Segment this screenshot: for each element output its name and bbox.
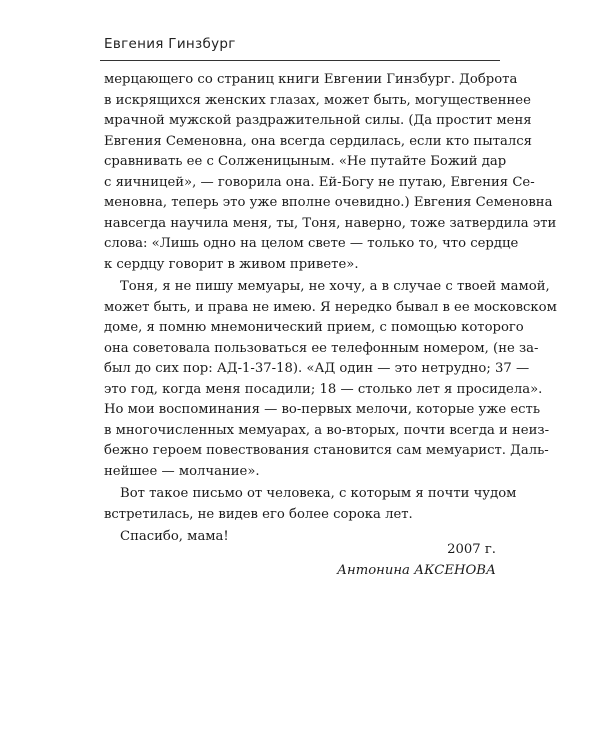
signoff-year: 2007 г. <box>447 542 496 557</box>
text-line: это год, когда меня посадили; 18 — столько лет я просидела». <box>104 381 543 397</box>
text-line: мерцающего со страниц книги Евгении Гинзбург. Доброта <box>104 72 518 87</box>
text-line: в искрящихся женских глазах, может быть, могущественнее <box>104 92 531 108</box>
text-line: бежно героем повествования становится сам мемуарист. Даль- <box>104 443 549 458</box>
body-text <box>104 70 557 548</box>
header-rule <box>100 60 500 61</box>
text-line: Евгения Семеновна, она всегда сердилась, если кто пытался <box>104 133 532 149</box>
text-line: доме, я помню мнемонический прием, с помощью которого <box>104 320 524 335</box>
text-line: был до сих пор: АД-1-37-18). «АД один — это нетрудно; 37 — <box>104 361 530 376</box>
signoff <box>337 540 496 581</box>
text-line: сравнивать ее с Солженицыным. «Не путайте Божий дар <box>104 154 507 169</box>
text-line: она советовала пользоваться ее телефонным номером, (не за- <box>104 340 539 356</box>
text-line: к сердцу говорит в живом привете». <box>104 256 359 272</box>
text-line: Но мои воспоминания — во-первых мелочи, которые уже есть <box>104 402 541 417</box>
text-line: мрачной мужской раздражительной силы. (Да простит меня <box>104 113 532 128</box>
text-line: встретилась, не видев его более сорока лет. <box>104 506 413 522</box>
text-line: в многочисленных мемуарах, а во-вторых, почти всегда и неиз- <box>104 422 550 438</box>
text-line: Вот такое письмо от человека, с которым я почти чудом <box>120 486 517 501</box>
signoff-author: Антонина АКСЕНОВА <box>337 562 496 578</box>
text-line: Тоня, я не пишу мемуары, не хочу, а в случае с твоей мамой, <box>120 279 550 294</box>
running-head: Евгения Гинзбург <box>104 36 236 52</box>
text-line: Спасибо, мама! <box>120 529 229 544</box>
text-line: меновна, теперь это уже вполне очевидно.) Евгения Семеновна <box>104 195 553 210</box>
paragraph <box>104 70 557 275</box>
paragraph <box>104 277 557 482</box>
text-line: с яичницей», — говорила она. Ей-Богу не путаю, Евгения Се- <box>104 174 535 190</box>
text-line: нейшее — молчание». <box>104 463 260 479</box>
paragraph <box>104 484 517 525</box>
text-line: навсегда научила меня, ты, Тоня, наверно, тоже затвердила эти <box>104 215 557 231</box>
text-line: слова: «Лишь одно на целом свете — только то, что сердце <box>104 236 519 251</box>
text-line: может быть, и права не имею. Я нередко бывал в ее московском <box>104 299 557 315</box>
